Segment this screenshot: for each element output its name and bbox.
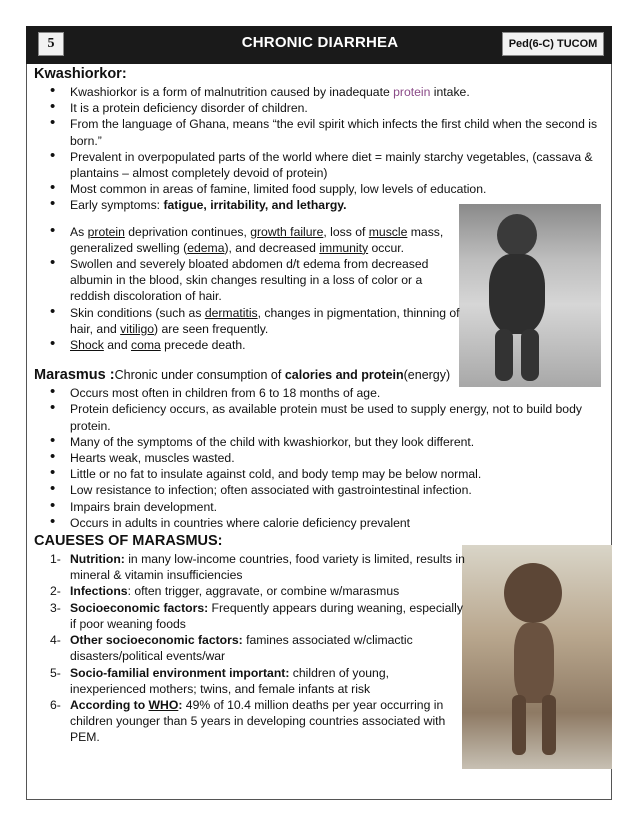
list-item: 2- Infections: often trigger, aggravate, or combine w/marasmus [50, 584, 400, 599]
kwashiorkor-list-2 [34, 224, 604, 354]
main-content [34, 64, 604, 746]
list-item: • Shock and coma precede death. [34, 337, 465, 353]
page-title: CHRONIC DIARRHEA [241, 34, 399, 51]
kwashiorkor-list [34, 84, 604, 214]
list-item: 3- Socioeconomic factors: Frequently appears during weaning, especially if poor weaning foods [50, 600, 463, 631]
list-item: • Kwashiorkor is a form of malnutrition caused by inadequate protein intake. [34, 84, 604, 100]
list-item: 5- Socio-familial environment important: children of young, inexperienced mothers; twins, and female infants at risk [50, 665, 390, 696]
list-item: 1- Nutrition: in many low-income countries, food variety is limited, results in mineral & vitamin insufficiencies [50, 552, 465, 583]
page-number: 5 [38, 32, 64, 56]
list-item: • Prevalent in overpopulated parts of the world where diet = mainly starchy vegetables, (cassava & plantains – almost completely devoid of protein) [34, 149, 604, 181]
list-item: • Little or no fat to insulate against cold, and body temp may be below normal. [34, 466, 604, 482]
list-item: • Most common in areas of famine, limited food supply, low levels of education. [34, 181, 604, 197]
causes-heading: CAUESES OF MARASMUS: [34, 533, 223, 550]
list-item: • From the language of Ghana, means “the evil spirit which infects the first child when the second is born.” [34, 116, 604, 148]
list-item: • Hearts weak, muscles wasted. [34, 450, 604, 466]
list-item: • Impairs brain development. [34, 499, 604, 515]
marasmus-heading: Marasmus :Chronic under consumption of calories and protein(energy) [34, 367, 451, 384]
list-item: • Occurs most often in children from 6 to 18 months of age. [34, 385, 604, 401]
list-item: • Protein deficiency occurs, as available protein must be used to supply energy, not to build body protein. [34, 401, 604, 433]
causes-list [34, 551, 604, 745]
list-item: • Low resistance to infection; often associated with gastrointestinal infection. [34, 482, 604, 498]
marasmus-list [34, 385, 604, 531]
list-item: • Many of the symptoms of the child with kwashiorkor, but they look different. [34, 434, 604, 450]
course-tag: Ped(6-C) TUCOM [502, 32, 604, 56]
kwashiorkor-heading: Kwashiorkor: [34, 66, 127, 82]
list-item: • Occurs in adults in countries where calorie deficiency prevalent [34, 515, 604, 531]
list-item: 6- According to WHO: 49% of 10.4 million deaths per year occurring in children younger than 5 years in developing countries associated with PEM. [50, 697, 446, 745]
list-item: 4- Other socioeconomic factors: famines associated w/climactic disasters/political events/war [50, 633, 413, 664]
list-item: • It is a protein deficiency disorder of children. [34, 100, 604, 116]
list-item: • Skin conditions (such as dermatitis, changes in pigmentation, thinning of hair, and vitiligo) are seen frequently. [34, 305, 465, 337]
list-item: • Early symptoms: fatigue, irritability, and lethargy. [34, 197, 604, 213]
list-item: • Swollen and severely bloated abdomen d/t edema from decreased albumin in the blood, skin changes resulting in a loss of color or a reddish discoloration of hair. [34, 256, 465, 305]
list-item: • As protein deprivation continues, growth failure, loss of muscle mass, generalized swelling (edema), and decreased immunity occur. [34, 224, 465, 256]
